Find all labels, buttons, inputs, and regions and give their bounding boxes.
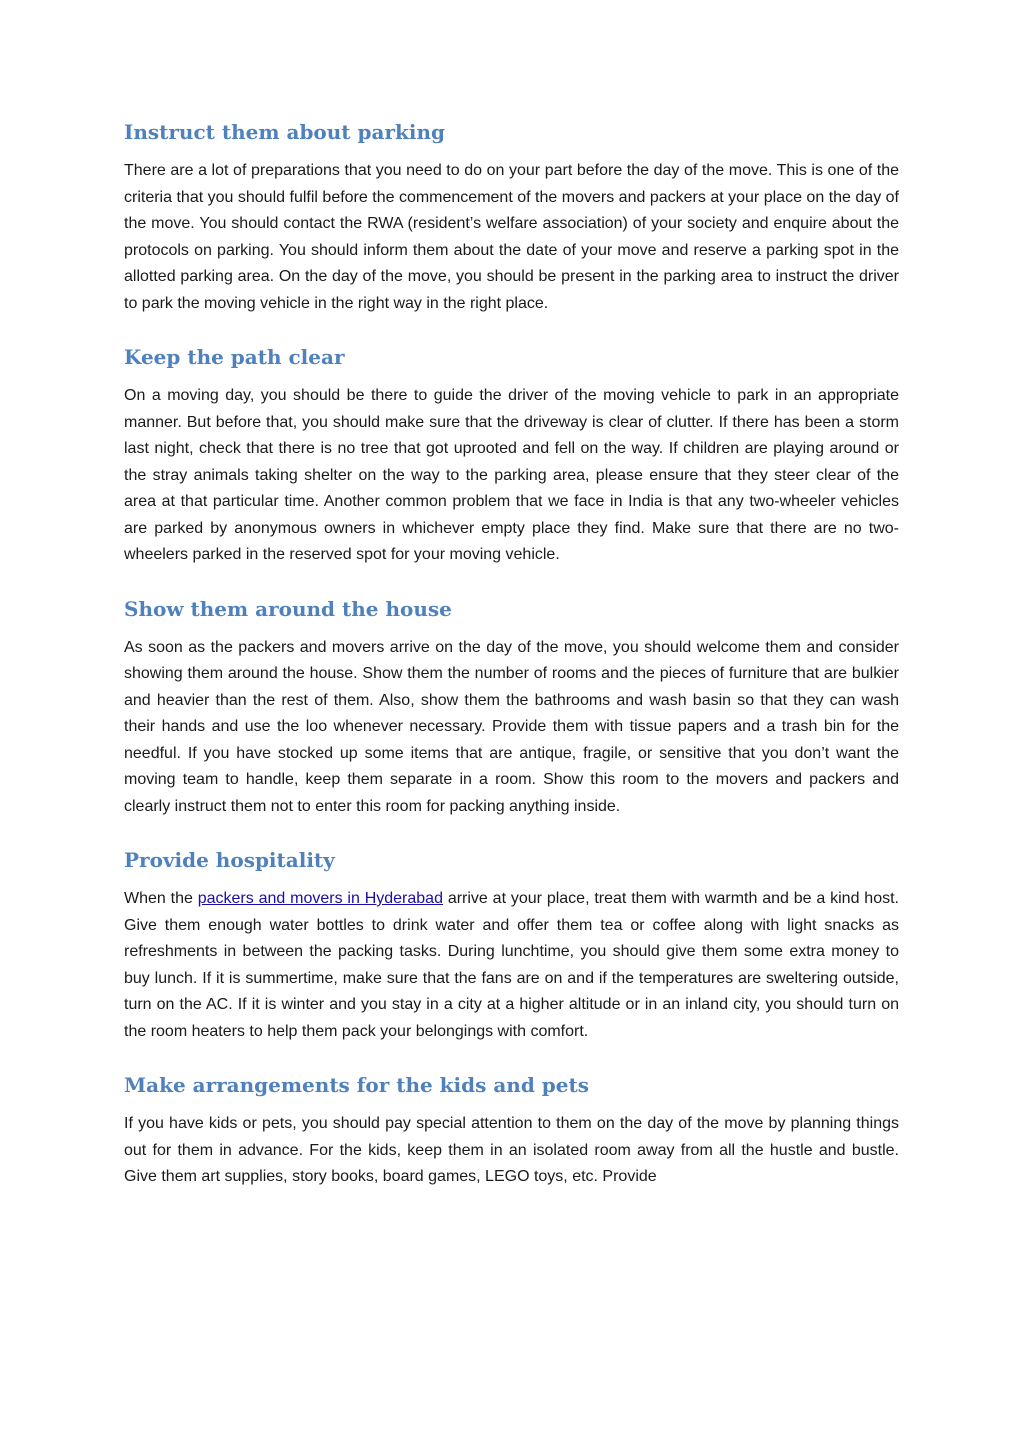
packers-movers-hyderabad-link[interactable]: packers and movers in Hyderabad <box>197 890 443 907</box>
section-keep-path-clear <box>124 343 899 569</box>
section-provide-hospitality <box>124 846 899 1045</box>
section-heading: Provide hospitality <box>124 848 335 872</box>
section-heading: Instruct them about parking <box>124 120 445 144</box>
section-paragraph: On a moving day, you should be there to guide the driver of the moving vehicle to park in an appropriate manner. But before that, you should make sure that the driveway is clear of clutter. If there has been a storm last night, check that there is no tree that got uprooted and fell on the way. If children are playing around or the stray animals taking shelter on the way to the parking area, please ensure that they steer clear of the area at that particular time. Another common problem that we face in India is that any two-wheeler vehicles are parked by anonymous owners in whichever empty place they find. Make sure that there are no two-wheelers parked in the reserved spot for your moving vehicle. <box>124 387 899 563</box>
section-heading: Show them around the house <box>124 596 452 621</box>
section-heading: Keep the path clear <box>124 345 345 369</box>
section-heading: Make arrangements for the kids and pets <box>124 1073 589 1097</box>
section-instruct-parking <box>124 118 899 317</box>
document-page <box>124 118 899 1217</box>
section-kids-and-pets <box>124 1071 899 1191</box>
section-paragraph: If you have kids or pets, you should pay special attention to them on the day of the move by planning things out for them in advance. For the kids, keep them in an isolated room away from all the hustle and bustle. Give them art supplies, story books, board games, LEGO toys, etc. Provide <box>124 1115 899 1185</box>
section-paragraph <box>124 886 899 1045</box>
paragraph-text-after-link: arrive at your place, treat them with warmth and be a kind host. Give them enough water bottles to drink water and offer them tea or coffee along with light snacks as refreshments in between the packing tasks. During lunchtime, you should give them some extra money to buy lunch. If it is summertime, make sure that the fans are on and if the temperatures are sweltering outside, turn on the AC. If it is winter and you stay in a city at a higher altitude or in an inland city, you should turn on the room heaters to help them pack your belongings with comfort. <box>124 890 899 1040</box>
paragraph-text-before-link: When the <box>124 890 198 907</box>
section-show-around-house <box>124 595 899 821</box>
section-paragraph: As soon as the packers and movers arrive on the day of the move, you should welcome them and consider showing them around the house. Show them the number of rooms and the pieces of furniture that are bulkier and heavier than the rest of them. Also, show them the bathrooms and wash basin so that they can wash their hands and use the loo whenever necessary. Provide them with tissue papers and a trash bin for the needful. If you have stocked up some items that are antique, fragile, or sensitive that you don’t want the moving team to handle, keep them separate in a room. Show this room to the movers and packers and clearly instruct them not to enter this room for packing anything inside. <box>124 638 899 815</box>
section-paragraph: There are a lot of preparations that you need to do on your part before the day of the move. This is one of the criteria that you should fulfil before the commencement of the movers and packers at your place on the day of the move. You should contact the RWA (resident’s welfare association) of your society and enquire about the protocols on parking. You should inform them about the date of your move and reserve a parking spot in the allotted parking area. On the day of the move, you should be present in the parking area to instruct the driver to park the moving vehicle in the right way in the right place. <box>124 162 899 312</box>
